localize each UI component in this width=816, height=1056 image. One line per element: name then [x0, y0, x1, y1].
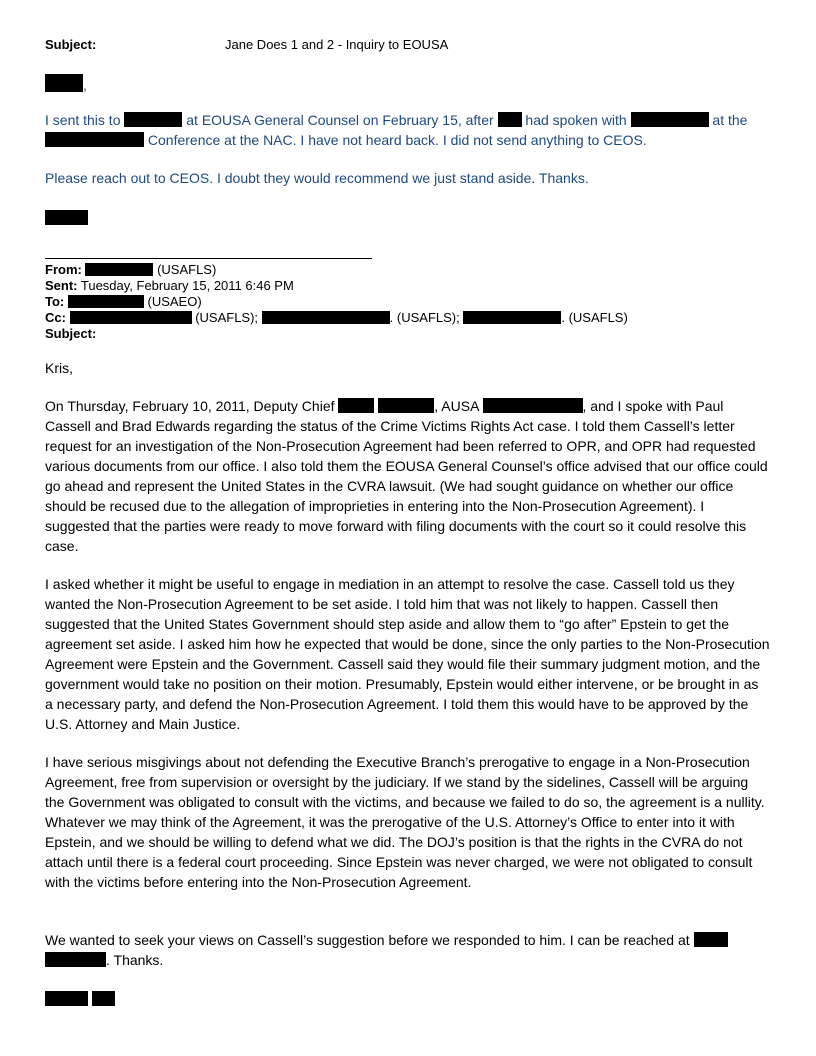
redaction-box: [124, 112, 182, 127]
redaction-box: [45, 132, 144, 147]
redaction-box: [70, 311, 192, 324]
redaction-box: [45, 991, 88, 1006]
redaction-box: [68, 295, 144, 308]
subject-header-line: Subject:: [45, 326, 97, 341]
reply-paragraph-2: Please reach out to CEOS. I doubt they would recommend we just stand aside. Thanks.: [45, 170, 589, 186]
body-paragraph-2: I asked whether it might be useful to engage in mediation in an attempt to resolve the case. Cassell told us they wanted the Non-Prosecution Agreement to be set aside. I told him that was not likely to happen. Cassell then suggested that the United States Government should step aside and allow them to “go after” Epstein to get the agreement set aside. I asked him how he expected that would be done, since the only parties to the Non-Prosecution Agreement were Epstein and the Government. Cassell said they would file their summary judgment motion, and the government would take no position on their motion. Presumably, Epstein would either intervene, or be brought in as a necessary party, and defend the Non-Prosecution Agreement. I told them this would have to be approved by the U.S. Attorney and Main Justice.: [45, 576, 770, 732]
redaction-box: [631, 112, 709, 127]
salutation: Kris,: [45, 360, 73, 376]
redaction-box: [338, 398, 374, 413]
body-paragraph-3: I have serious misgivings about not defending the Executive Branch’s prerogative to engage in a Non-Prosecution Agreement, free from supervision or oversight by the judiciary. If we stand by the sidelines, Cassell will be arguing the Government was obligated to consult with the victims, and because we failed to do so, the agreement is a nullity. Whatever we may think of the Agreement, it was the prerogative of the U.S. Attorney’s Office to enter into it with Epstein, and we should be willing to defend what we did. The DOJ’s position is that the rights in the CVRA do not attach until there is a federal court proceeding. Since Epstein was never charged, we were not obligated to consult with the victims before entering into the Non-Prosecution Agreement.: [45, 754, 765, 890]
sent-line: Sent: Tuesday, February 15, 2011 6:46 PM: [45, 278, 294, 293]
email-header: [45, 262, 785, 342]
redaction-box: [85, 263, 153, 276]
redaction-box: [378, 398, 434, 413]
cc-line: Cc: (USAFLS); . (USAFLS); . (USAFLS): [45, 310, 628, 325]
redaction-box: [45, 952, 106, 967]
body-paragraph-4: We wanted to seek your views on Cassell’s suggestion before we responded to him. I can be reached at . Thanks.: [45, 930, 770, 970]
header-divider: [45, 258, 372, 259]
to-line: To: (USAEO): [45, 294, 202, 309]
reply-paragraph-1: I sent this to at EOUSA General Counsel on February 15, after had spoken with at the Conference at the NAC. I have not heard back. I did not send anything to CEOS.: [45, 112, 748, 148]
redaction-box: [694, 932, 728, 947]
subject-value: Jane Does 1 and 2 - Inquiry to EOUSA: [225, 37, 449, 52]
subject-line: [45, 37, 96, 53]
redaction-box: [498, 112, 522, 127]
redaction-box: [262, 311, 390, 324]
from-line: From: (USAFLS): [45, 262, 217, 277]
redaction-box: [45, 210, 88, 225]
body-paragraph-1: On Thursday, February 10, 2011, Deputy Chief , AUSA , and I spoke with Paul Cassell and Brad Edwards regarding the status of the Crime Victims Rights Act case. I told them Cassell’s letter request for an investigation of the Non-Prosecution Agreement had been referred to OPR, and OPR had requested various documents from our office. I also told them the EOUSA General Counsel’s office advised that our office could go ahead and represent the United States in the CVRA lawsuit. (We had sought guidance on whether our office should be recused due to the allegation of improprieties in entering into the Non-Prosecution Agreement). I suggested that the parties were ready to move forward with filing documents with the court so it could resolve this case.: [45, 398, 768, 554]
redaction-box: [45, 74, 83, 92]
reply-greeting: ,: [45, 74, 87, 95]
subject-label: Subject:: [45, 37, 97, 52]
redaction-box: [463, 311, 561, 324]
redaction-box: [92, 991, 115, 1006]
redaction-box: [483, 398, 583, 413]
